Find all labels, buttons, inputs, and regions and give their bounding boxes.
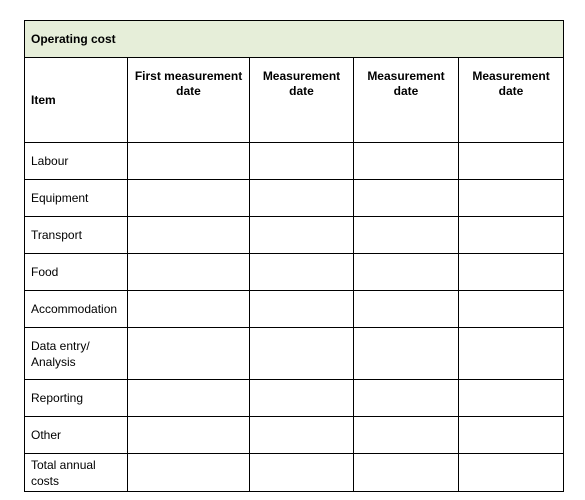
table-cell[interactable]: [250, 417, 354, 454]
operating-cost-table: [24, 20, 564, 492]
table-cell[interactable]: [128, 217, 250, 254]
row-label: Food: [25, 254, 128, 291]
row-label: Equipment: [25, 180, 128, 217]
header-row: [25, 58, 564, 143]
row-label: Accommodation: [25, 291, 128, 328]
table-cell[interactable]: [128, 291, 250, 328]
table-cell[interactable]: [459, 454, 564, 492]
table-cell[interactable]: [459, 143, 564, 180]
table-cell[interactable]: [354, 217, 459, 254]
table-cell[interactable]: [128, 254, 250, 291]
table-cell[interactable]: [459, 180, 564, 217]
table-cell[interactable]: [459, 254, 564, 291]
title-row: [25, 21, 564, 58]
table-cell[interactable]: [128, 454, 250, 492]
row-label: Reporting: [25, 380, 128, 417]
row-label: Other: [25, 417, 128, 454]
table-row-accommodation: [25, 291, 564, 328]
table-cell[interactable]: [459, 291, 564, 328]
table-cell[interactable]: [250, 380, 354, 417]
table-row-data-entry-analysis: [25, 328, 564, 380]
column-header-measurement-date-2: Measurement date: [250, 58, 354, 143]
table-cell[interactable]: [128, 143, 250, 180]
table-cell[interactable]: [250, 291, 354, 328]
table-cell[interactable]: [354, 454, 459, 492]
row-label: Total annual costs: [25, 454, 128, 492]
table-cell[interactable]: [250, 143, 354, 180]
row-label: Labour: [25, 143, 128, 180]
column-header-first-measurement-date: First measurement date: [128, 58, 250, 143]
column-header-item: Item: [25, 58, 128, 143]
table-cell[interactable]: [128, 180, 250, 217]
row-label: Transport: [25, 217, 128, 254]
table-cell[interactable]: [128, 380, 250, 417]
table-cell[interactable]: [128, 328, 250, 380]
column-header-measurement-date-4: Measurement date: [459, 58, 564, 143]
table-cell[interactable]: [354, 417, 459, 454]
table-row-transport: [25, 217, 564, 254]
table-cell[interactable]: [250, 328, 354, 380]
table-cell[interactable]: [354, 291, 459, 328]
table-cell[interactable]: [250, 454, 354, 492]
table-cell[interactable]: [354, 254, 459, 291]
table-title: Operating cost: [25, 21, 564, 58]
table-cell[interactable]: [354, 143, 459, 180]
table-row-reporting: [25, 380, 564, 417]
table-cell[interactable]: [459, 217, 564, 254]
row-label: Data entry/ Analysis: [25, 328, 128, 380]
table-row-food: [25, 254, 564, 291]
table-cell[interactable]: [354, 380, 459, 417]
column-header-measurement-date-3: Measurement date: [354, 58, 459, 143]
table-row-total-annual-costs: [25, 454, 564, 492]
table-cell[interactable]: [250, 254, 354, 291]
table-cell[interactable]: [250, 217, 354, 254]
table-row-equipment: [25, 180, 564, 217]
table-cell[interactable]: [354, 328, 459, 380]
table-cell[interactable]: [459, 380, 564, 417]
table-cell[interactable]: [459, 328, 564, 380]
table-cell[interactable]: [128, 417, 250, 454]
table-row-other: [25, 417, 564, 454]
table-cell[interactable]: [250, 180, 354, 217]
table-cell[interactable]: [354, 180, 459, 217]
table-row-labour: [25, 143, 564, 180]
table-cell[interactable]: [459, 417, 564, 454]
